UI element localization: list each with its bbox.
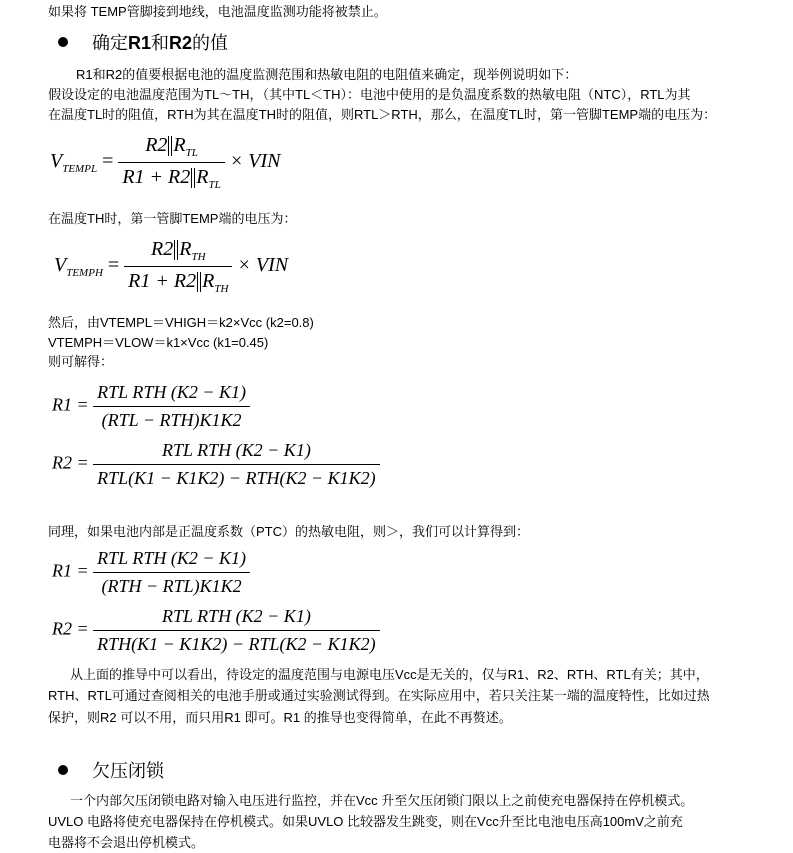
para5-line1: 从上面的推导中可以看出，待设定的温度范围与电源电压Vcc是无关的，仅与R1、R2、RTH、RTL有关；其中，	[70, 667, 709, 682]
equation-vtempl: $V_{TEMPL}$ = $\frac{R2 R_{TL}}{R1 + R2 R_{TL}}$ × VIN	[50, 134, 281, 191]
equation-r1-ptc	[52, 548, 250, 597]
para2-line: 在温度TH时，第一管脚TEMP端的电压为：	[48, 211, 297, 226]
heading-post: 的值	[192, 33, 229, 53]
eq1-lhs: V	[50, 150, 63, 173]
eq3-r2-lhs: R2 =	[52, 452, 89, 473]
eq2-lhs-sub: TEMPH	[66, 267, 103, 280]
para6-line1: 一个内部欠压闭锁电路对输入电压进行监控，并在Vcc 升至欠压闭锁门限以上之前使充电器保持在停机模式。	[70, 793, 694, 808]
equation-r2-ntc	[52, 440, 380, 489]
eq2-num: R2	[151, 238, 174, 260]
eq4-r1-num: RTL RTH (K2 − K1)	[93, 548, 250, 573]
eq1-rhs: × VIN	[229, 150, 281, 173]
eq4-r1-den: (RTH − RTL)K1K2	[101, 576, 242, 596]
para5-line3: 保护，则R2 可以不用，而只用R1 即可。R1 的推导也变得简单，在此不再赘述。	[48, 710, 512, 725]
bullet-icon	[58, 765, 68, 775]
para3-line2: VTEMPH＝VLOW＝k1×Vcc (k1=0.45)	[48, 335, 269, 350]
heading-mid: 和	[151, 33, 170, 53]
section-heading-uvlo	[58, 759, 164, 783]
eq2-den: R1 + R2	[128, 270, 197, 292]
equation-vtemph: $V_{TEMPH}$ = $\frac{R2 R_{TH}}{R1 + R2 R_{TH}}$ × VIN	[54, 238, 289, 295]
eq1-den-sub: TL	[208, 179, 221, 191]
eq2-fraction: $\frac{R2 R_{TH}}{R1 + R2 R_{TH}}$	[124, 238, 232, 295]
eq1-fraction: $\frac{R2 R_{TL}}{R1 + R2 R_{TL}}$	[118, 134, 224, 191]
para3-line1: 然后，由VTEMPL＝VHIGH＝k2×Vcc (k2=0.8)	[48, 315, 314, 330]
eq1-num: R2	[145, 134, 168, 156]
eq2-den-sub: TH	[214, 283, 229, 295]
para3-line3: 则可解得：	[48, 354, 114, 369]
eq4-r2-den: RTH(K1 − K1K2) − RTL(K2 − K1K2)	[97, 634, 376, 654]
equation-r1-ntc	[52, 382, 250, 431]
eq3-r1-den: (RTL − RTH)K1K2	[101, 410, 242, 430]
eq3-r2-num: RTL RTH (K2 − K1)	[93, 440, 379, 465]
para5-line2: RTH、RTL可通过查阅相关的电池手册或通过实验测试得到。在实际应用中，若只关注某一端的温度特性，比如过热	[48, 688, 710, 703]
equation-r2-ptc	[52, 606, 380, 655]
eq3-r2-den: RTL(K1 − K1K2) − RTH(K2 − K1K2)	[97, 468, 376, 488]
para4-line: 同理，如果电池内部是正温度系数（PTC）的热敏电阻，则＞，我们可以计算得到：	[48, 524, 530, 539]
eq2-rhs: × VIN	[237, 254, 289, 277]
eq1-num-sub: TL	[185, 147, 198, 159]
eq2-num-sub: TH	[191, 251, 206, 263]
heading-text: 确定	[92, 33, 128, 53]
eq3-r1-lhs: R1 =	[52, 394, 89, 415]
eq4-r1-lhs: R1 =	[52, 560, 89, 581]
para1-line3: 在温度TL时的阻值，RTH为其在温度TH时的阻值，则RTL＞RTH，那么，在温度TL时，第一管脚TEMP端的电压为：	[48, 107, 717, 122]
eq3-r1-num: RTL RTH (K2 − K1)	[93, 382, 250, 407]
eq1-lhs-sub: TEMPL	[62, 163, 98, 176]
para6-line3: 电器将不会退出停机模式。	[48, 835, 205, 850]
intro-line: 如果将 TEMP管脚接到地线，电池温度监测功能将被禁止。	[48, 4, 387, 19]
eq4-r2-lhs: R2 =	[52, 618, 89, 639]
section-heading-r1-r2	[58, 31, 228, 55]
eq2-lhs: V	[54, 254, 67, 277]
bullet-icon	[58, 37, 68, 47]
para1-line2: 假设设定的电池温度范围为TL～TH，（其中TL＜TH）：电池中使用的是负温度系数的热敏电阻（NTC），RTL为其	[48, 87, 691, 102]
para6-line2: UVLO 电路将使充电器保持在停机模式。如果UVLO 比较器发生跳变，则在Vcc升至比电池电压高100mV之前充	[48, 814, 683, 829]
heading-r1: R1	[128, 33, 152, 53]
para1-line1: R1和R2的值要根据电池的温度监测范围和热敏电阻的电阻值来确定，现举例说明如下：	[76, 67, 578, 82]
heading-r2: R2	[169, 33, 193, 53]
heading-text: 欠压闭锁	[92, 761, 164, 781]
eq4-r2-num: RTL RTH (K2 − K1)	[93, 606, 379, 631]
eq1-den: R1 + R2	[122, 166, 191, 188]
